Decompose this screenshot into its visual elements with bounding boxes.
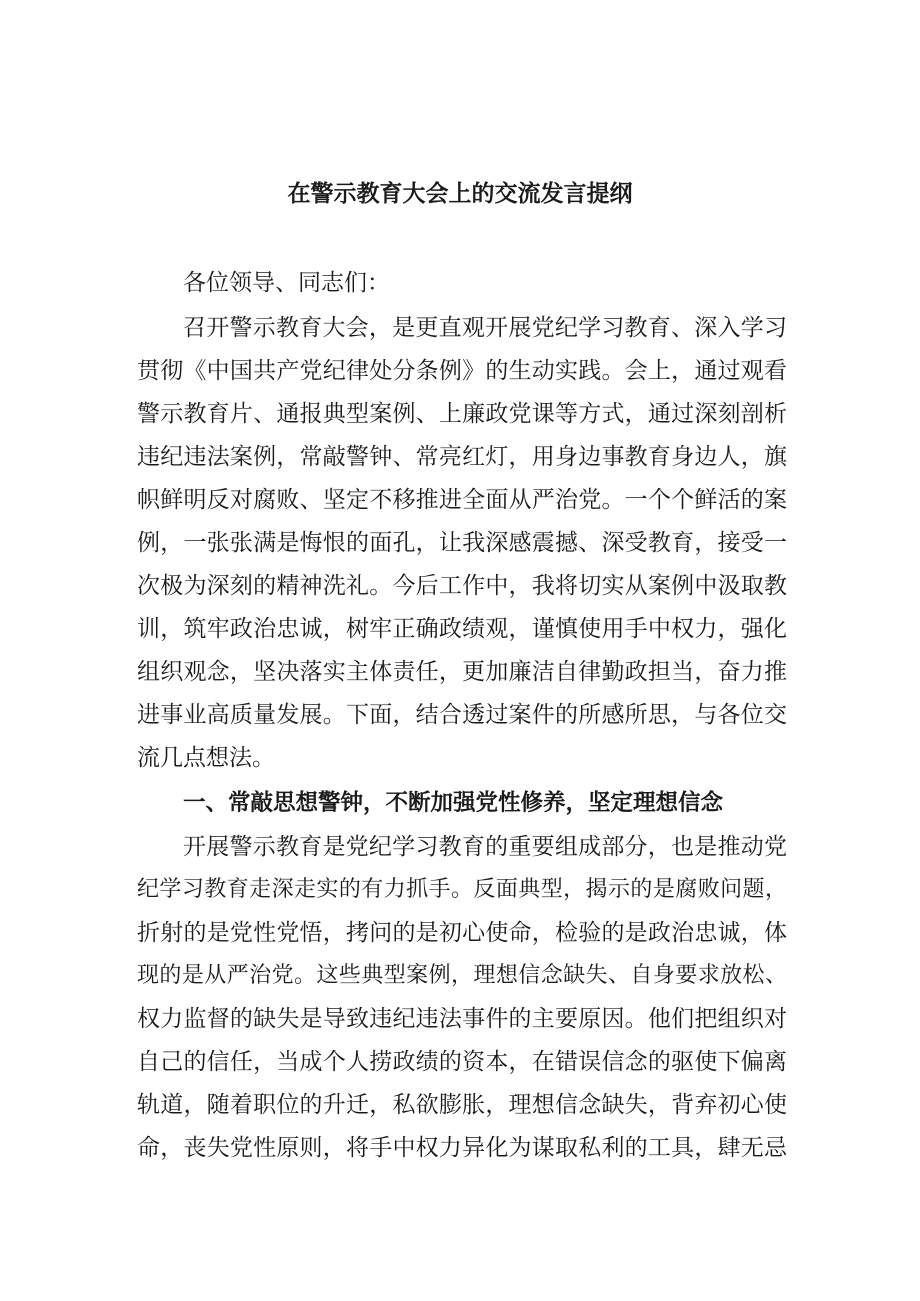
paragraph-2-line: 轨道，随着职位的升迁，私欲膨胀，理想信念缺失，背弃初心使: [137, 1092, 787, 1118]
paragraph-2-line: 命，丧失党性原则，将手中权力异化为谋取私利的工具，肆无忌: [137, 1135, 787, 1161]
paragraph-1-line: 次极为深刻的精神洗礼。今后工作中，我将切实从案例中汲取教: [137, 573, 787, 599]
paragraph-2-line: 开展警示教育是党纪学习教育的重要组成部分，也是推动党: [183, 834, 787, 860]
paragraph-2-line: 折射的是党性党悟，拷问的是初心使命，检验的是政治忠诚，体: [137, 920, 787, 946]
paragraph-1-line: 训，筑牢政治忠诚，树牢正确政绩观，谨慎使用手中权力，强化: [137, 616, 787, 642]
paragraph-2-line: 现的是从严治党。这些典型案例，理想信念缺失、自身要求放松、: [137, 963, 787, 988]
salutation: 各位领导、同志们：: [183, 270, 390, 296]
paragraph-1-line: 例，一张张满是悔恨的面孔，让我深感震撼、深受教育，接受一: [137, 530, 787, 556]
paragraph-1-line: 召开警示教育大会，是更直观开展党纪学习教育、深入学习: [183, 315, 787, 341]
paragraph-2-line: 纪学习教育走深走实的有力抓手。反面典型，揭示的是腐败问题，: [137, 877, 787, 902]
document-title: 在警示教育大会上的交流发言提纲: [287, 181, 633, 207]
paragraph-1-line: 贯彻《中国共产党纪律处分条例》的生动实践。会上，通过观看: [137, 358, 787, 384]
section-heading-1: 一、常敲思想警钟，不断加强党性修养，坚定理想信念: [183, 790, 724, 816]
paragraph-1-line: 流几点想法。: [137, 745, 275, 771]
paragraph-1-line: 帜鲜明反对腐败、坚定不移推进全面从严治党。一个个鲜活的案: [137, 487, 787, 513]
paragraph-1-line: 进事业高质量发展。下面，结合透过案件的所感所思，与各位交: [137, 702, 787, 728]
paragraph-1-line: 警示教育片、通报典型案例、上廉政党课等方式，通过深刻剖析: [137, 401, 787, 427]
paragraph-1-line: 组织观念，坚决落实主体责任，更加廉洁自律勤政担当，奋力推: [137, 659, 787, 685]
paragraph-2-line: 权力监督的缺失是导致违纪违法事件的主要原因。他们把组织对: [137, 1006, 787, 1032]
paragraph-1-line: 违纪违法案例，常敲警钟、常亮红灯，用身边事教育身边人，旗: [137, 444, 787, 470]
paragraph-2-line: 自己的信任，当成个人捞政绩的资本，在错误信念的驱使下偏离: [137, 1049, 787, 1075]
